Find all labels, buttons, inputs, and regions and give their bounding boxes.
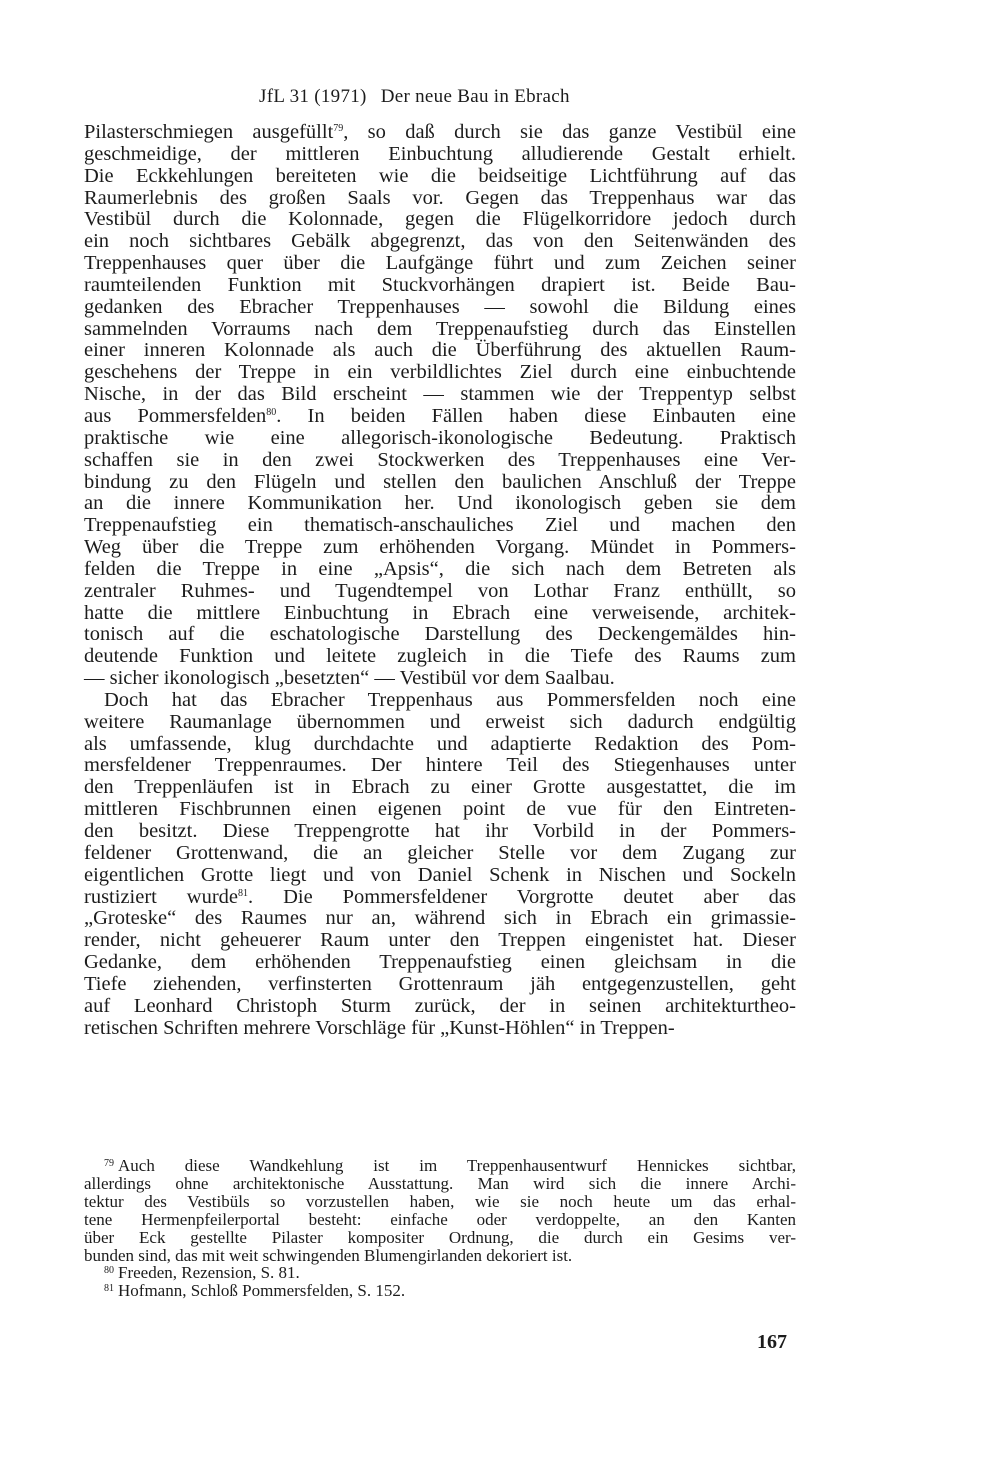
text-line — [84, 559, 796, 581]
text-line — [84, 122, 796, 144]
text-line — [84, 887, 796, 909]
main-text — [84, 122, 796, 1039]
footnote-number: 81 — [104, 1283, 114, 1295]
text-line — [84, 231, 796, 253]
footnote-text: Hofmann, Schloß Pommersfelden, S. 152. — [118, 1281, 406, 1301]
line-text: den besitzt. Diese Treppengrotte hat ihr Vorbild in der Pommers- — [84, 820, 796, 842]
text-line — [84, 865, 796, 887]
footnote-text: Auch diese Wandkehlung ist im Treppenhausentwurf Hennickes sichtbar, — [118, 1156, 796, 1175]
line-text: deutende Funktion und leitete zugleich in die Tiefe des Raums zum — [84, 645, 796, 668]
line-text: Vestibül durch die Kolonnade, gegen die Flügelkorridore jedoch durch — [84, 208, 796, 231]
line-text: als umfassende, klug durchdachte und adaptierte Redaktion des Pom- — [84, 732, 796, 755]
line-text: Nische, in der das Bild erscheint — stammen wie der Treppentyp selbst — [84, 383, 796, 406]
footnote-text: bunden sind, das mit weit schwingenden Blumengirlanden dekoriert ist. — [84, 1245, 573, 1265]
line-text: Tiefe ziehenden, verfinsterten Grottenraum jäh entgegenzustellen, geht — [84, 972, 796, 995]
line-text: feldener Grottenwand, die an gleicher Stelle vor dem Zugang zur — [84, 841, 796, 864]
footnote-text: über Eck gestellte Pilaster kompositer Ordnung, die durch ein Gesims ver- — [84, 1227, 796, 1247]
line-text: Die Eckkehlungen bereiteten wie die beidseitige Lichtführung auf das — [84, 164, 796, 187]
text-line — [84, 319, 796, 341]
line-text: Treppenhauses quer über die Laufgänge führt und zum Zeichen seiner — [84, 252, 796, 275]
text-line — [84, 362, 796, 384]
running-header — [259, 86, 570, 108]
text-line — [84, 755, 796, 777]
text-line — [84, 821, 796, 843]
text-line — [84, 624, 796, 646]
article-title: Der neue Bau in Ebrach — [380, 86, 570, 107]
line-text: . Die Pommersfeldener Vorgrotte deutet aber das — [248, 885, 796, 908]
text-line — [84, 384, 796, 406]
footnote-text: allerdings ohne architektonische Ausstattung. Man wird sich die innere Archi- — [84, 1173, 796, 1193]
page-number: 167 — [757, 1331, 787, 1353]
line-text: felden die Treppe in eine „Apsis“, die sich nach dem Betreten als — [84, 557, 796, 580]
footnote-line — [84, 1282, 796, 1300]
text-line — [84, 253, 796, 275]
line-text: — sicher ikonologisch „besetzten“ — Vestibül vor dem Saalbau. — [84, 667, 615, 690]
text-line — [84, 297, 796, 319]
line-text: rustiziert wurde — [84, 885, 239, 908]
line-text: mittleren Fischbrunnen einen eigenen point de vue für den Eintreten- — [84, 798, 796, 821]
footnote-79 — [84, 1157, 796, 1264]
footnote-marker[interactable]: 80 — [266, 406, 277, 418]
line-text: bindung zu den Flügeln und stellen den baulichen Anschluß der Treppe — [84, 470, 796, 493]
text-line — [84, 930, 796, 952]
line-text: aus Pommersfelden — [84, 404, 267, 427]
footnote-line — [84, 1264, 796, 1282]
footnote-81 — [84, 1282, 796, 1300]
line-text: Raumerlebnis des großen Saals vor. Gegen das Treppenhaus war das — [84, 186, 796, 209]
text-line — [84, 581, 796, 603]
line-text: den Treppenläufen ist in Ebrach zu einer Grotte ausgestattet, die im — [84, 776, 796, 799]
text-line — [84, 712, 796, 734]
line-text: auf Leonhard Christoph Sturm zurück, der in seinen architekturtheo- — [84, 994, 796, 1017]
text-line — [84, 603, 796, 625]
text-line — [84, 1018, 796, 1040]
line-text: geschmeidige, der mittleren Einbuchtung alludierende Gestalt erhielt. — [84, 142, 796, 165]
footnote-text: tektur des Vestibüls so vorzustellen haben, wie sie noch heute um das erhal- — [84, 1191, 796, 1211]
line-text: „Groteske“ des Raumes nur an, während sich in Ebrach ein grimassie- — [84, 907, 796, 930]
footnote-marker[interactable]: 79 — [333, 123, 344, 134]
footnote-80 — [84, 1264, 796, 1282]
text-line — [84, 340, 796, 362]
text-line — [84, 275, 796, 297]
paragraph-1 — [84, 122, 796, 690]
text-line — [84, 799, 796, 821]
line-text: geschehens der Treppe in ein verbildlichtes Ziel durch eine einbuchtende — [84, 361, 796, 384]
line-text: einer inneren Kolonnade als auch die Überführung des aktuellen Raum- — [84, 339, 796, 362]
line-text: render, nicht geheuerer Raum unter den Treppen eingenistet hat. Dieser — [84, 929, 796, 952]
text-line — [84, 843, 796, 865]
text-line — [84, 450, 796, 472]
line-text: eigentlichen Grotte liegt und von Daniel Schenk in Nischen und Sockeln — [84, 863, 796, 886]
text-line — [84, 472, 796, 494]
line-text: mersfeldener Treppenraumes. Der hintere Teil des Stiegenhauses unter — [84, 754, 796, 777]
line-text: sammelnden Vorraums nach dem Treppenaufstieg durch das Einstellen — [84, 317, 796, 340]
footnote-line — [84, 1247, 796, 1265]
footnote-number: 79 — [104, 1158, 114, 1169]
text-line — [84, 952, 796, 974]
text-line — [84, 974, 796, 996]
text-line — [84, 515, 796, 537]
line-text: ein noch sichtbares Gebälk abgegrenzt, das von den Seitenwänden des — [84, 230, 796, 253]
line-text: praktische wie eine allegorisch-ikonologische Bedeutung. Praktisch — [84, 426, 796, 449]
text-line — [84, 209, 796, 231]
paragraph-2 — [84, 690, 796, 1040]
line-text: an die innere Kommunikation her. Und ikonologisch geben sie dem — [84, 492, 796, 515]
text-line — [84, 734, 796, 756]
footnote-line — [84, 1229, 796, 1247]
text-line — [84, 996, 796, 1018]
line-text: tonisch auf die eschatologische Darstellung des Deckengemäldes hin- — [84, 623, 796, 646]
line-text: retischen Schriften mehrere Vorschläge für „Kunst-Höhlen“ in Treppen- — [84, 1016, 675, 1039]
text-line — [84, 668, 796, 690]
text-line — [84, 166, 796, 188]
footnote-marker[interactable]: 81 — [238, 887, 249, 899]
text-line — [84, 428, 796, 450]
line-text: schaffen sie in den zwei Stockwerken des Treppenhauses eine Ver- — [84, 448, 796, 471]
line-text: Treppenaufstieg ein thematisch-anschauliches Ziel und machen den — [84, 514, 796, 537]
line-text: Gedanke, dem erhöhenden Treppenaufstieg einen gleichsam in die — [84, 951, 796, 974]
text-line — [84, 537, 796, 559]
footnote-line — [84, 1157, 796, 1175]
line-text: gedanken des Ebracher Treppenhauses — sowohl die Bildung eines — [84, 295, 796, 318]
footnote-line — [84, 1193, 796, 1211]
footnote-line — [84, 1175, 796, 1193]
text-line — [84, 144, 796, 166]
footnote-line — [84, 1211, 796, 1229]
journal-reference: JfL 31 (1971) — [259, 86, 367, 107]
line-text: weitere Raumanlage übernommen und erweist sich dadurch endgültig — [84, 710, 796, 733]
line-text: Pilasterschmiegen ausgefüllt — [84, 121, 334, 143]
text-line — [84, 777, 796, 799]
text-line — [84, 406, 796, 428]
text-line — [84, 188, 796, 210]
text-line — [84, 646, 796, 668]
footnotes — [84, 1157, 796, 1300]
text-line — [84, 493, 796, 515]
line-text: zentraler Ruhmes- und Tugendtempel von Lothar Franz enthüllt, so — [84, 579, 796, 602]
footnote-number: 80 — [104, 1265, 114, 1277]
text-line — [84, 690, 796, 712]
line-text: , so daß durch sie das ganze Vestibül eine — [343, 121, 796, 143]
footnote-text: Freeden, Rezension, S. 81. — [118, 1263, 300, 1283]
line-text: hatte die mittlere Einbuchtung in Ebrach eine verweisende, architek- — [84, 601, 796, 624]
line-text: . In beiden Fällen haben diese Einbauten eine — [276, 404, 796, 427]
line-text: Weg über die Treppe zum erhöhenden Vorgang. Mündet in Pommers- — [84, 536, 796, 559]
line-text: Doch hat das Ebracher Treppenhaus aus Pommersfelden noch eine — [104, 688, 796, 711]
footnote-text: tene Hermenpfeilerportal besteht: einfache oder verdoppelte, an den Kanten — [84, 1209, 796, 1229]
line-text: raumteilenden Funktion mit Stuckvorhängen drapiert ist. Beide Bau- — [84, 273, 796, 296]
text-line — [84, 908, 796, 930]
